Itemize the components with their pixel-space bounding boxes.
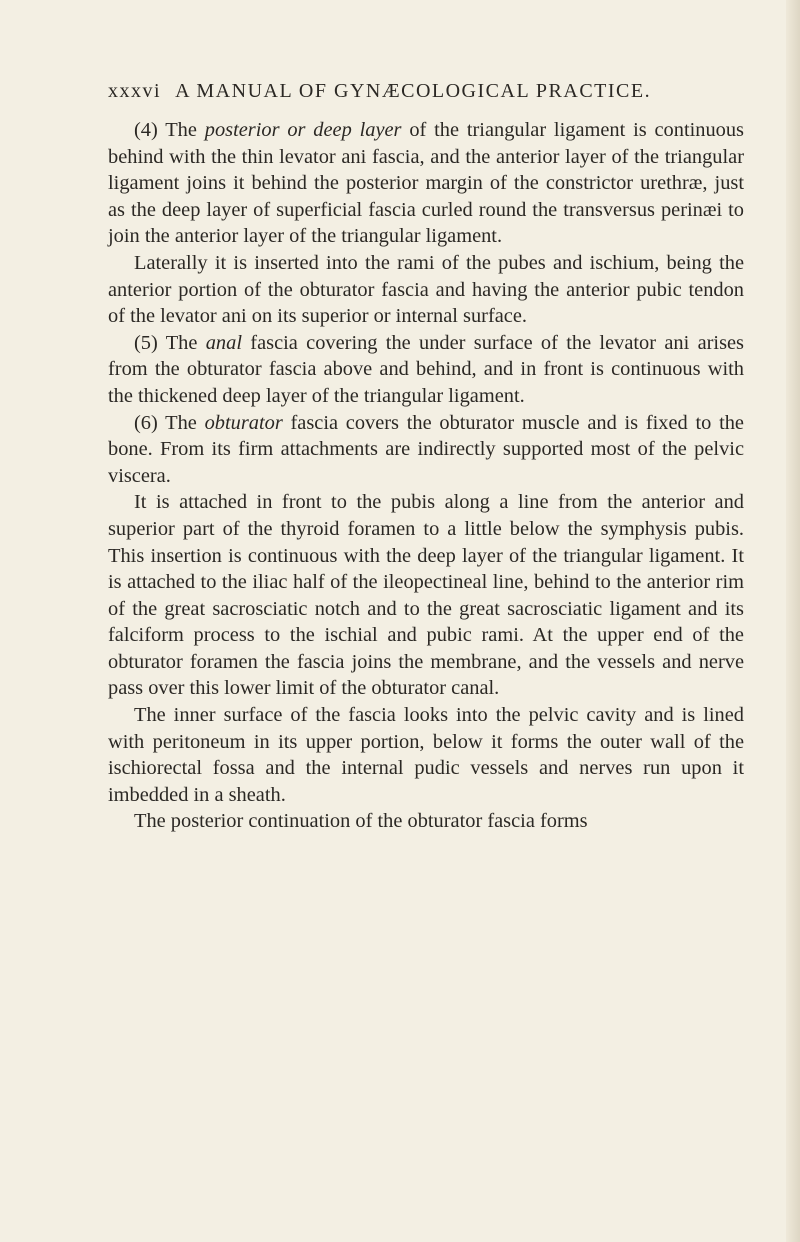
italic-term: anal (205, 331, 242, 354)
paragraph-text: of the triangular ligament is continuous behind with the thin levator ani fascia, and the anterior layer of the triangular ligament joins it behind the posterior margin of the constrictor urethræ, just as the deep layer of superficial fascia curled round the transversus perinæi to join the anterior layer of the triangular ligament. (108, 119, 744, 248)
paragraph-lateral-insertion (108, 250, 744, 330)
paragraph-inner-surface (108, 702, 744, 808)
body-text (108, 117, 744, 835)
paragraph-anal-fascia (108, 330, 744, 410)
paragraph-text: It is attached in front to the pubis along a line from the anterior and superior part of the thyroid foramen to a little below the symphysis pubis. This insertion is continuous with the deep layer of the triangular ligament. It is attached to the iliac half of the ileopectineal line, behind to the anterior rim of the great sacrosciatic notch and to the great sacrosciatic ligament and its falciform process to the ischial and pubic rami. At the upper end of the obturator foramen the fascia joins the membrane, and the vessels and nerve pass over this lower limit of the obturator canal. (108, 491, 744, 700)
paragraph-obturator-attachments (108, 489, 744, 702)
paragraph-lead: (6) The (134, 411, 205, 434)
page-edge-shadow (786, 0, 800, 1242)
italic-term: posterior or deep layer (204, 119, 402, 141)
page-number: xxxvi (108, 80, 162, 102)
paragraph-lead: (5) The (134, 331, 206, 354)
paragraph-text: The posterior continuation of the obturator fascia forms (134, 810, 588, 833)
running-header (108, 80, 748, 103)
italic-term: obturator (204, 411, 283, 434)
paragraph-text: The inner surface of the fascia looks into the pelvic cavity and is lined with peritoneum in its upper portion, below it forms the outer wall of the ischiorectal fossa and the internal pudic vessels and nerves run upon it imbedded in a sheath. (108, 704, 744, 806)
paragraph-text: Laterally it is inserted into the rami of the pubes and ischium, being the anterior portion of the obturator fascia and having the anterior pubic tendon of the levator ani on its superior or internal surface. (108, 251, 744, 328)
paragraph-obturator-fascia (108, 410, 744, 490)
paragraph-posterior-continuation (108, 808, 744, 835)
running-title: A MANUAL OF GYNÆCOLOGICAL PRACTICE. (175, 80, 652, 102)
paragraph-text: fascia covering the under surface of the levator ani arises from the obturator fascia above and behind, and in front is continuous with the thickened deep layer of the triangular ligament. (108, 331, 744, 407)
paragraph-text: fascia covers the obturator muscle and is fixed to the bone. From its firm attachments are indirectly supported most of the pelvic viscera. (108, 411, 744, 487)
paragraph-posterior-layer (108, 117, 744, 250)
paragraph-lead: (4) The (134, 119, 205, 141)
